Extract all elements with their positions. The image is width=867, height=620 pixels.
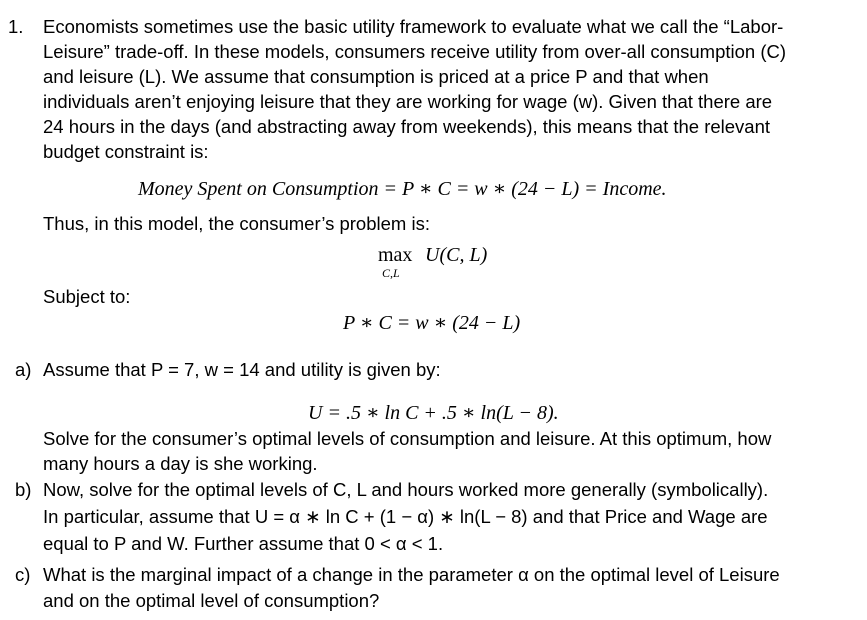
thus-line: Thus, in this model, the consumer’s problem is:: [43, 213, 430, 234]
intro-line-5: 24 hours in the days (and abstracting away from weekends), this means that the relevant: [43, 116, 771, 137]
question-number: 1.: [8, 16, 24, 37]
part-c-label: c): [15, 564, 31, 585]
constraint-equation: P ∗ C = w ∗ (24 − L): [343, 312, 521, 334]
part-a-utility-equation: U = .5 ∗ ln C + .5 ∗ ln(L − 8).: [308, 402, 559, 424]
part-a-label: a): [15, 359, 32, 380]
subject-to-label: Subject to:: [43, 286, 131, 307]
part-c-line-2: and on the optimal level of consumption?: [43, 590, 380, 611]
intro-line-2: Leisure” trade-off. In these models, consumers receive utility from over-all consumption (C): [43, 41, 787, 62]
part-c-line-1: What is the marginal impact of a change in the parameter α on the optimal level of Leisure: [43, 564, 780, 585]
part-b-label: b): [15, 479, 32, 500]
max-operator: max: [378, 244, 413, 266]
intro-line-6: budget constraint is:: [43, 141, 209, 162]
part-a-line-2: Solve for the consumer’s optimal levels of consumption and leisure. At this optimum, how: [43, 428, 772, 449]
part-b-line-2: In particular, assume that U = α ∗ ln C + (1 − α) ∗ ln(L − 8) and that Price and Wage are: [43, 506, 768, 527]
part-b-line-3: equal to P and W. Further assume that 0 < α < 1.: [43, 533, 444, 554]
part-b-line-1: Now, solve for the optimal levels of C, L and hours worked more generally (symbolically).: [43, 479, 769, 500]
part-a-line-1: Assume that P = 7, w = 14 and utility is given by:: [43, 359, 441, 380]
intro-line-4: individuals aren’t enjoying leisure that they are working for wage (w). Given that there are: [43, 91, 773, 112]
max-subscript: C,L: [382, 266, 400, 280]
budget-equation: Money Spent on Consumption = P ∗ C = w ∗ (24 − L) = Income.: [138, 178, 667, 200]
intro-line-3: and leisure (L). We assume that consumption is priced at a price P and that when: [43, 66, 709, 87]
intro-line-1: Economists sometimes use the basic utility framework to evaluate what we call the “Labor-: [43, 16, 784, 37]
objective-function: U(C, L): [425, 244, 488, 266]
part-a-line-3: many hours a day is she working.: [43, 453, 318, 474]
